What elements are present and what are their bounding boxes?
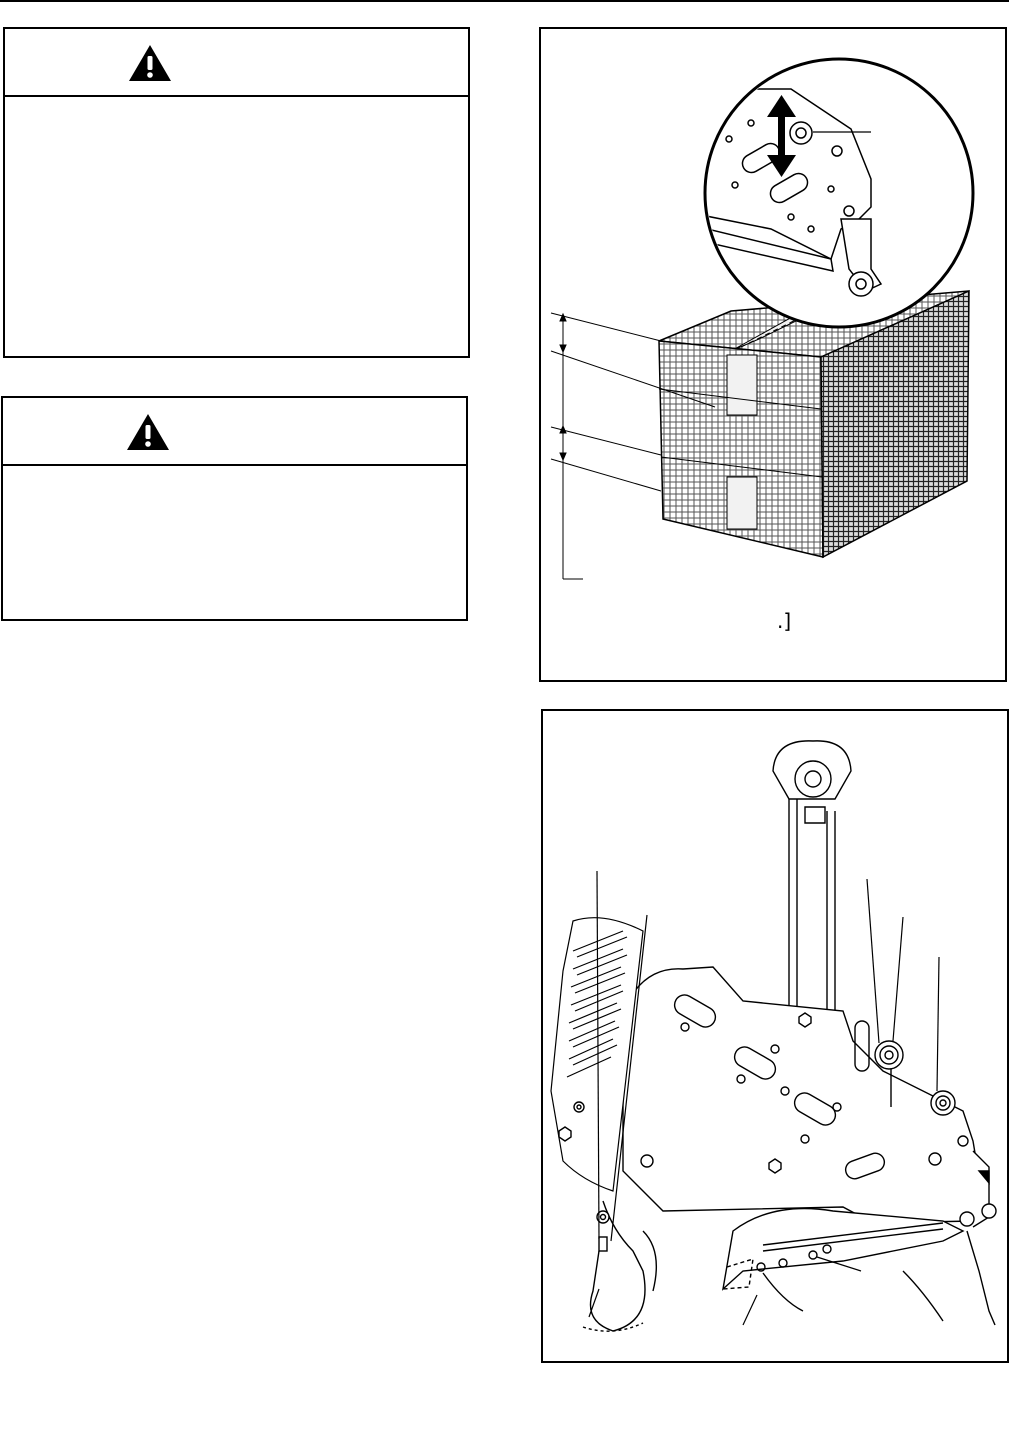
top-rule [0, 0, 1009, 2]
warning-box-1 [3, 27, 470, 358]
box-adjustment-illustration [541, 29, 1009, 684]
figure-mechanism [541, 709, 1009, 1363]
detail-magnifier [691, 59, 973, 327]
adjuster-knob-1 [875, 1041, 903, 1069]
mechanism-illustration [543, 711, 1009, 1365]
carton [659, 291, 969, 557]
top-roller [773, 741, 851, 823]
warning-header-2 [3, 398, 466, 466]
figure-caption: .] [777, 609, 792, 633]
figure-box-adjustment [539, 27, 1007, 682]
warning-triangle-icon [125, 412, 171, 452]
adjuster-knob-2 [931, 1091, 955, 1115]
warning-triangle-icon [127, 43, 173, 83]
warning-header-1 [5, 29, 468, 97]
warning-box-2 [1, 396, 468, 621]
